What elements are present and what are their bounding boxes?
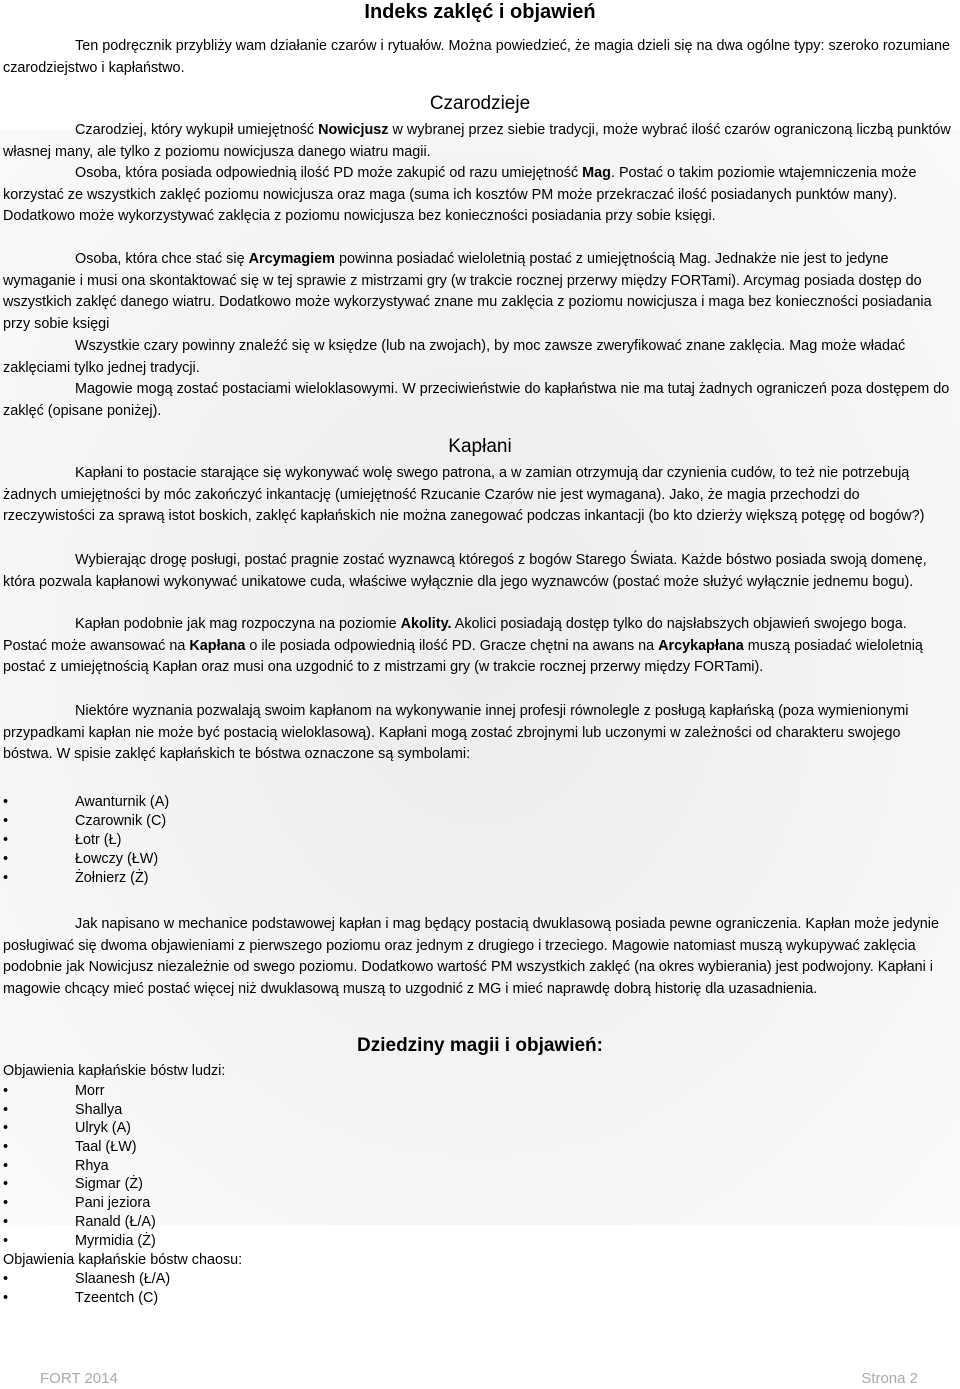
bullet-icon: • <box>3 851 9 867</box>
list-item: • Tzeentch (C) <box>3 1289 159 1306</box>
bullet-icon: • <box>3 1101 9 1118</box>
bullet-icon: • <box>3 1232 9 1249</box>
priests-paragraph-5: Jak napisano w mechanice podstawowej kapłan i mag będący postacią dwuklasową posiada pewne ograniczenia. Kapłan może jedynie posługiwać się dwoma objawieniami z pierwszego poziomu oraz jednym z drugiego i trzeciego. Magowie natomiast muszą wykupywać zaklęcia podobnie jak Nowicjusz niezależnie od swego poziomu. Dodatkowo wartość PM wszystkich zaklęć (na okres wybierania) jest podwojony. Kapłani i magowie chcący mieć postać więcej niż dwuklasową muszą to uzgodnić z MG i mieć naprawdę dobrą historię dla uzasadnienia. <box>3 916 939 998</box>
class-symbols-list <box>3 793 903 888</box>
list-item: • Taal (ŁW) <box>3 1139 137 1156</box>
bullet-icon: • <box>3 813 9 829</box>
list-item: • Żołnierz (Ż) <box>3 870 149 886</box>
intro-paragraph: Ten podręcznik przybliży wam działanie czarów i rytuałów. Można powiedzieć, że magia dzieli się na dwa ogólne typy: szeroko rozumiane czarodziejstwo i kapłaństwo. <box>3 38 951 76</box>
list-item: • Łotr (Ł) <box>3 832 122 848</box>
list-item: • Ranald (Ł/A) <box>3 1213 156 1230</box>
bullet-icon: • <box>3 1213 9 1230</box>
list-item: • Slaanesh (Ł/A) <box>3 1271 171 1287</box>
list-item: • Awanturnik (A) <box>3 794 170 810</box>
bullet-icon: • <box>3 1157 9 1174</box>
priests-paragraph-4: Niektóre wyznania pozwalają swoim kapłanom na wykonywanie innej profesji równolegle z posługą kapłańską (poza wymienionymi przypadkami kapłan nie może być postacią wieloklasową). Kapłani mogą zostać zbrojnymi lub uczonymi w zależności od charakteru swojego bóstwa. W spisie zaklęć kapłańskich te bóstwa oznaczone są symbolami: <box>3 703 909 763</box>
list-item: • Sigmar (Ż) <box>3 1176 143 1193</box>
bullet-icon: • <box>3 832 9 848</box>
domains-heading: Dziedziny magii i objawień: <box>357 1035 603 1056</box>
page-number: Strona 2 <box>861 1370 918 1387</box>
priests-paragraph-3: Kapłan podobnie jak mag rozpoczyna na poziomie Akolity. Akolici posiadają dostęp tylko do najsłabszych objawień swojego boga. Postać może awansować na Kapłana o ile posiada odpowiednią ilość PD. Gracze chętni na awans na Arcykapłana muszą posiadać wieloletnią postać z umiejętnością Kapłan oraz musi ona uzgodnić to z mistrzami gry (w trakcie rocznej przerwy między FORTami). <box>3 616 923 676</box>
list-item: • Myrmidia (Ż) <box>3 1232 156 1249</box>
list-item: • Ulryk (A) <box>3 1120 131 1137</box>
bullet-icon: • <box>3 1195 9 1212</box>
priests-paragraph-2: Wybierając drogę posługi, postać pragnie zostać wyznawcą któregoś z bogów Starego Świata. Każde bóstwo posiada swoją domenę, która pozwala kapłanowi wykonywać unikatowe cuda, właściwe wyłącznie dla jego wyznawców (postać może służyć wyłącznie jednemu bogu). <box>3 552 927 590</box>
list-item: • Czarownik (C) <box>3 813 167 829</box>
human-gods-list <box>3 1082 903 1250</box>
footer-left: FORT 2014 <box>40 1370 118 1387</box>
list-item: • Morr <box>3 1083 105 1099</box>
bullet-icon: • <box>3 870 9 886</box>
page-title: Indeks zaklęć i objawień <box>364 1 596 23</box>
priests-paragraph-1: Kapłani to postacie starające się wykonywać wolę swego patrona, a w zamian otrzymują dar czynienia cudów, to też nie potrzebują żadnych umiejętności by móc zakończyć inkantację (umiejętność Rzucanie Czarów nie jest wymagana). Jako, że magia przechodzi do rzeczywistości za sprawą istot boskich, zaklęć kapłańskich nie można zanegować podczas inkantacji (bo kto dzierży większą potęgę od bogów?) <box>3 465 925 525</box>
wizards-heading: Czarodzieje <box>429 93 531 114</box>
wizards-paragraph-3: Osoba, która chce stać się Arcymagiem powinna posiadać wieloletnią postać z umiejętnością Mag. Jednakże nie jest to jedyne wymaganie i musi ona skontaktować się w tej sprawie z mistrzami gry (w trakcie rocznej przerwy między FORTami). Arcymag posiada dostęp do wszystkich zaklęć danego wiatru. Dodatkowo może wykorzystywać znane mu zaklęcia z poziomu nowicjusza i maga bez konieczności posiadania przy sobie księgi <box>3 251 932 333</box>
wizards-paragraph-5: Magowie mogą zostać postaciami wieloklasowymi. W przeciwieństwie do kapłaństwa nie ma tutaj żadnych ograniczeń poza dostępem do zaklęć (opisane poniżej). <box>3 381 950 419</box>
bullet-icon: • <box>3 1083 9 1099</box>
bullet-icon: • <box>3 1139 9 1156</box>
chaos-gods-label: Objawienia kapłańskie bóstw chaosu: <box>3 1252 243 1268</box>
list-item: • Pani jeziora <box>3 1195 151 1212</box>
chaos-gods-list <box>3 1270 903 1307</box>
list-item: • Shallya <box>3 1101 123 1118</box>
wizards-paragraph-4: Wszystkie czary powinny znaleźć się w księdze (lub na zwojach), by moc zawsze zweryfikować znane zaklęcia. Mag może władać zaklęciami tylko jednej tradycji. <box>3 338 906 376</box>
bullet-icon: • <box>3 794 9 810</box>
list-item: • Rhya <box>3 1157 109 1174</box>
bullet-icon: • <box>3 1176 9 1193</box>
bullet-icon: • <box>3 1271 9 1287</box>
human-gods-label: Objawienia kapłańskie bóstw ludzi: <box>3 1063 226 1079</box>
wizards-paragraph-2: Osoba, która posiada odpowiednią ilość PD może zakupić od razu umiejętność Mag. Postać o takim poziomie wtajemniczenia może korzystać ze wszystkich zaklęć poziomu nowicjusza oraz maga (suma ich kosztów PM może przekraczać ilość posiadanych punktów many). Dodatkowo może wykorzystywać zaklęcia z poziomu nowicjusza bez konieczności posiadania przy sobie księgi. <box>3 165 917 225</box>
wizards-paragraph-1: Czarodziej, który wykupił umiejętność Nowicjusz w wybranej przez siebie tradycji, może wybrać ilość czarów ograniczoną liczbą punktów własnej many, ale tylko z poziomu nowicjusza danego wiatru magii. <box>3 122 951 160</box>
list-item: • Łowczy (ŁW) <box>3 851 159 867</box>
priests-heading: Kapłani <box>448 436 512 457</box>
bullet-icon: • <box>3 1289 9 1306</box>
bullet-icon: • <box>3 1120 9 1137</box>
